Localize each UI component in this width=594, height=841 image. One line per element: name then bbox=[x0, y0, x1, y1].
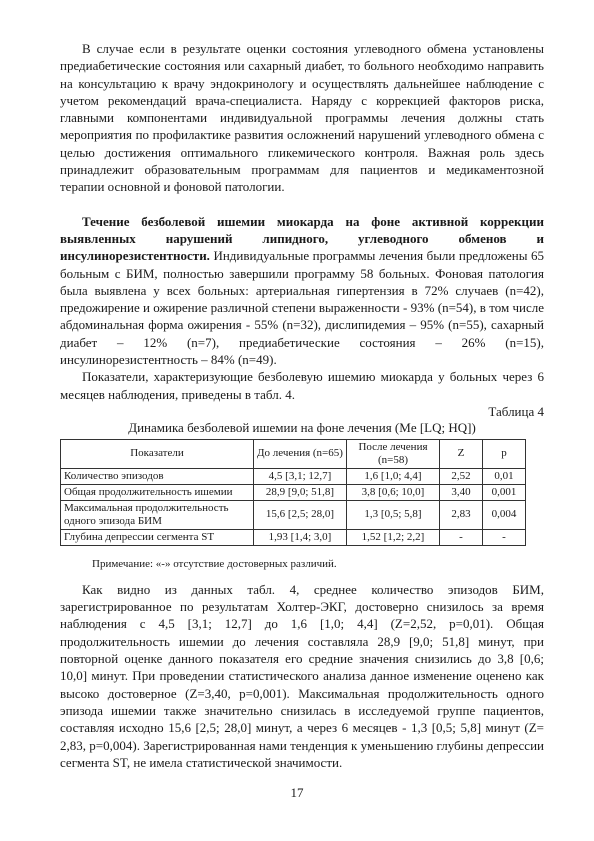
row-after: 1,52 [1,2; 2,2] bbox=[347, 529, 440, 545]
document-page bbox=[60, 40, 544, 771]
row-before: 4,5 [3,1; 12,7] bbox=[254, 468, 347, 484]
section-heading: Течение безболевой ишемии миокарда на фоне активной коррекции выявленных нарушений липидного, углеводного обменов и инсулинорезистентности. bbox=[60, 213, 544, 264]
header-indicator: Показатели bbox=[61, 439, 254, 468]
table-header-row bbox=[61, 439, 526, 468]
row-before: 15,6 [2,5; 28,0] bbox=[254, 500, 347, 529]
row-indicator: Глубина депрессии сегмента ST bbox=[61, 529, 254, 545]
row-after: 1,6 [1,0; 4,4] bbox=[347, 468, 440, 484]
header-p: p bbox=[483, 439, 526, 468]
header-after: После лечения (n=58) bbox=[347, 439, 440, 468]
header-z: Z bbox=[440, 439, 483, 468]
row-z: - bbox=[440, 529, 483, 545]
results-table bbox=[60, 439, 526, 546]
row-p: 0,01 bbox=[483, 468, 526, 484]
page-number: 17 bbox=[290, 785, 304, 800]
row-p: 0,004 bbox=[483, 500, 526, 529]
paragraph-2-text: Индивидуальные программы лечения были предложены 65 больным с БИМ, полностью завершили программу 58 больных. Фоновая патология была выявлена у всех больных: артериальная гипертензия в 72% случаев (n=42), предожирение и ожирение различной степени выраженности - 93% (n=54), в том числе абдоминальная форма ожирения - 55% (n=32), дислипидемия – 95% (n=55), сахарный диабет – 12% (n=7), предиабетические состояния – 26% (n=15), инсулинорезистентность – 84% (n=49). bbox=[60, 248, 544, 368]
paragraph-3: Показатели, характеризующие безболевую ишемию миокарда у больных через 6 месяцев наблюдения, приведены в табл. 4. bbox=[60, 369, 544, 402]
paragraph-1: В случае если в результате оценки состояния углеводного обмена установлены предиабетические состояния или сахарный диабет, то больного необходимо направить на консультацию к врачу эндокринологу и осуществлять дальнейшее наблюдение с учетом рекомендаций врача-специалиста. Наряду с коррекцией факторов риска, главными компонентами индивидуальной программы лечения должны стать мероприятия по профилактике развития осложнений нарушений углеводного обмена с целью достижения оптимального гликемического контроля. Важная роль здесь принадлежит образовательным программам для пациентов и медикаментозной терапии основной и фоновой патологии. bbox=[60, 41, 544, 195]
table-title: Динамика безболевой ишемии на фоне лечения (Me [LQ; HQ]) bbox=[128, 420, 476, 436]
row-z: 2,52 bbox=[440, 468, 483, 484]
table-row bbox=[61, 529, 526, 545]
table-label: Таблица 4 bbox=[488, 403, 544, 419]
row-z: 2,83 bbox=[440, 500, 483, 529]
header-before: До лечения (n=65) bbox=[254, 439, 347, 468]
row-before: 28,9 [9,0; 51,8] bbox=[254, 484, 347, 500]
row-after: 3,8 [0,6; 10,0] bbox=[347, 484, 440, 500]
row-p: 0,001 bbox=[483, 484, 526, 500]
row-indicator: Количество эпизодов bbox=[61, 468, 254, 484]
row-indicator: Общая продолжительность ишемии bbox=[61, 484, 254, 500]
row-z: 3,40 bbox=[440, 484, 483, 500]
table-note: Примечание: «-» отсутствие достоверных различий. bbox=[92, 557, 337, 570]
row-after: 1,3 [0,5; 5,8] bbox=[347, 500, 440, 529]
paragraph-gap bbox=[60, 196, 544, 213]
table-row bbox=[61, 468, 526, 484]
paragraph-2 bbox=[60, 213, 544, 369]
table-row bbox=[61, 500, 526, 529]
row-before: 1,93 [1,4; 3,0] bbox=[254, 529, 347, 545]
table-row bbox=[61, 484, 526, 500]
paragraph-4: Как видно из данных табл. 4, среднее количество эпизодов БИМ, зарегистрированное по результатам Холтер-ЭКГ, достоверно снизилось за время наблюдения с 4,5 [3,1; 12,7] до 1,6 [1,0; 4,4] (Z=2,52, p=0,01). Общая продолжительность ишемии до лечения составляла 28,9 [9,0; 51,8] минут, при повторной оценке данного показателя его средние значения снизились до 3,8 [0,6; 10,0] минут. При проведении статистического анализа данное изменение оценено как высоко достоверное (Z=3,40, p=0,001). Максимальная продолжительность одного эпизода ишемии также значительно снизилась в исследуемой группе пациентов, составляя исходно 15,6 [2,5; 28,0] минут, а через 6 месяцев - 1,3 [0,5; 5,8] минут (Z= 2,83, p=0,004). Зарегистрированная нами тенденция к уменьшению глубины депрессии сегмента ST, не имела статистической значимости. bbox=[60, 581, 544, 770]
row-indicator: Максимальная продолжительность одного эпизода БИМ bbox=[61, 500, 254, 529]
row-p: - bbox=[483, 529, 526, 545]
